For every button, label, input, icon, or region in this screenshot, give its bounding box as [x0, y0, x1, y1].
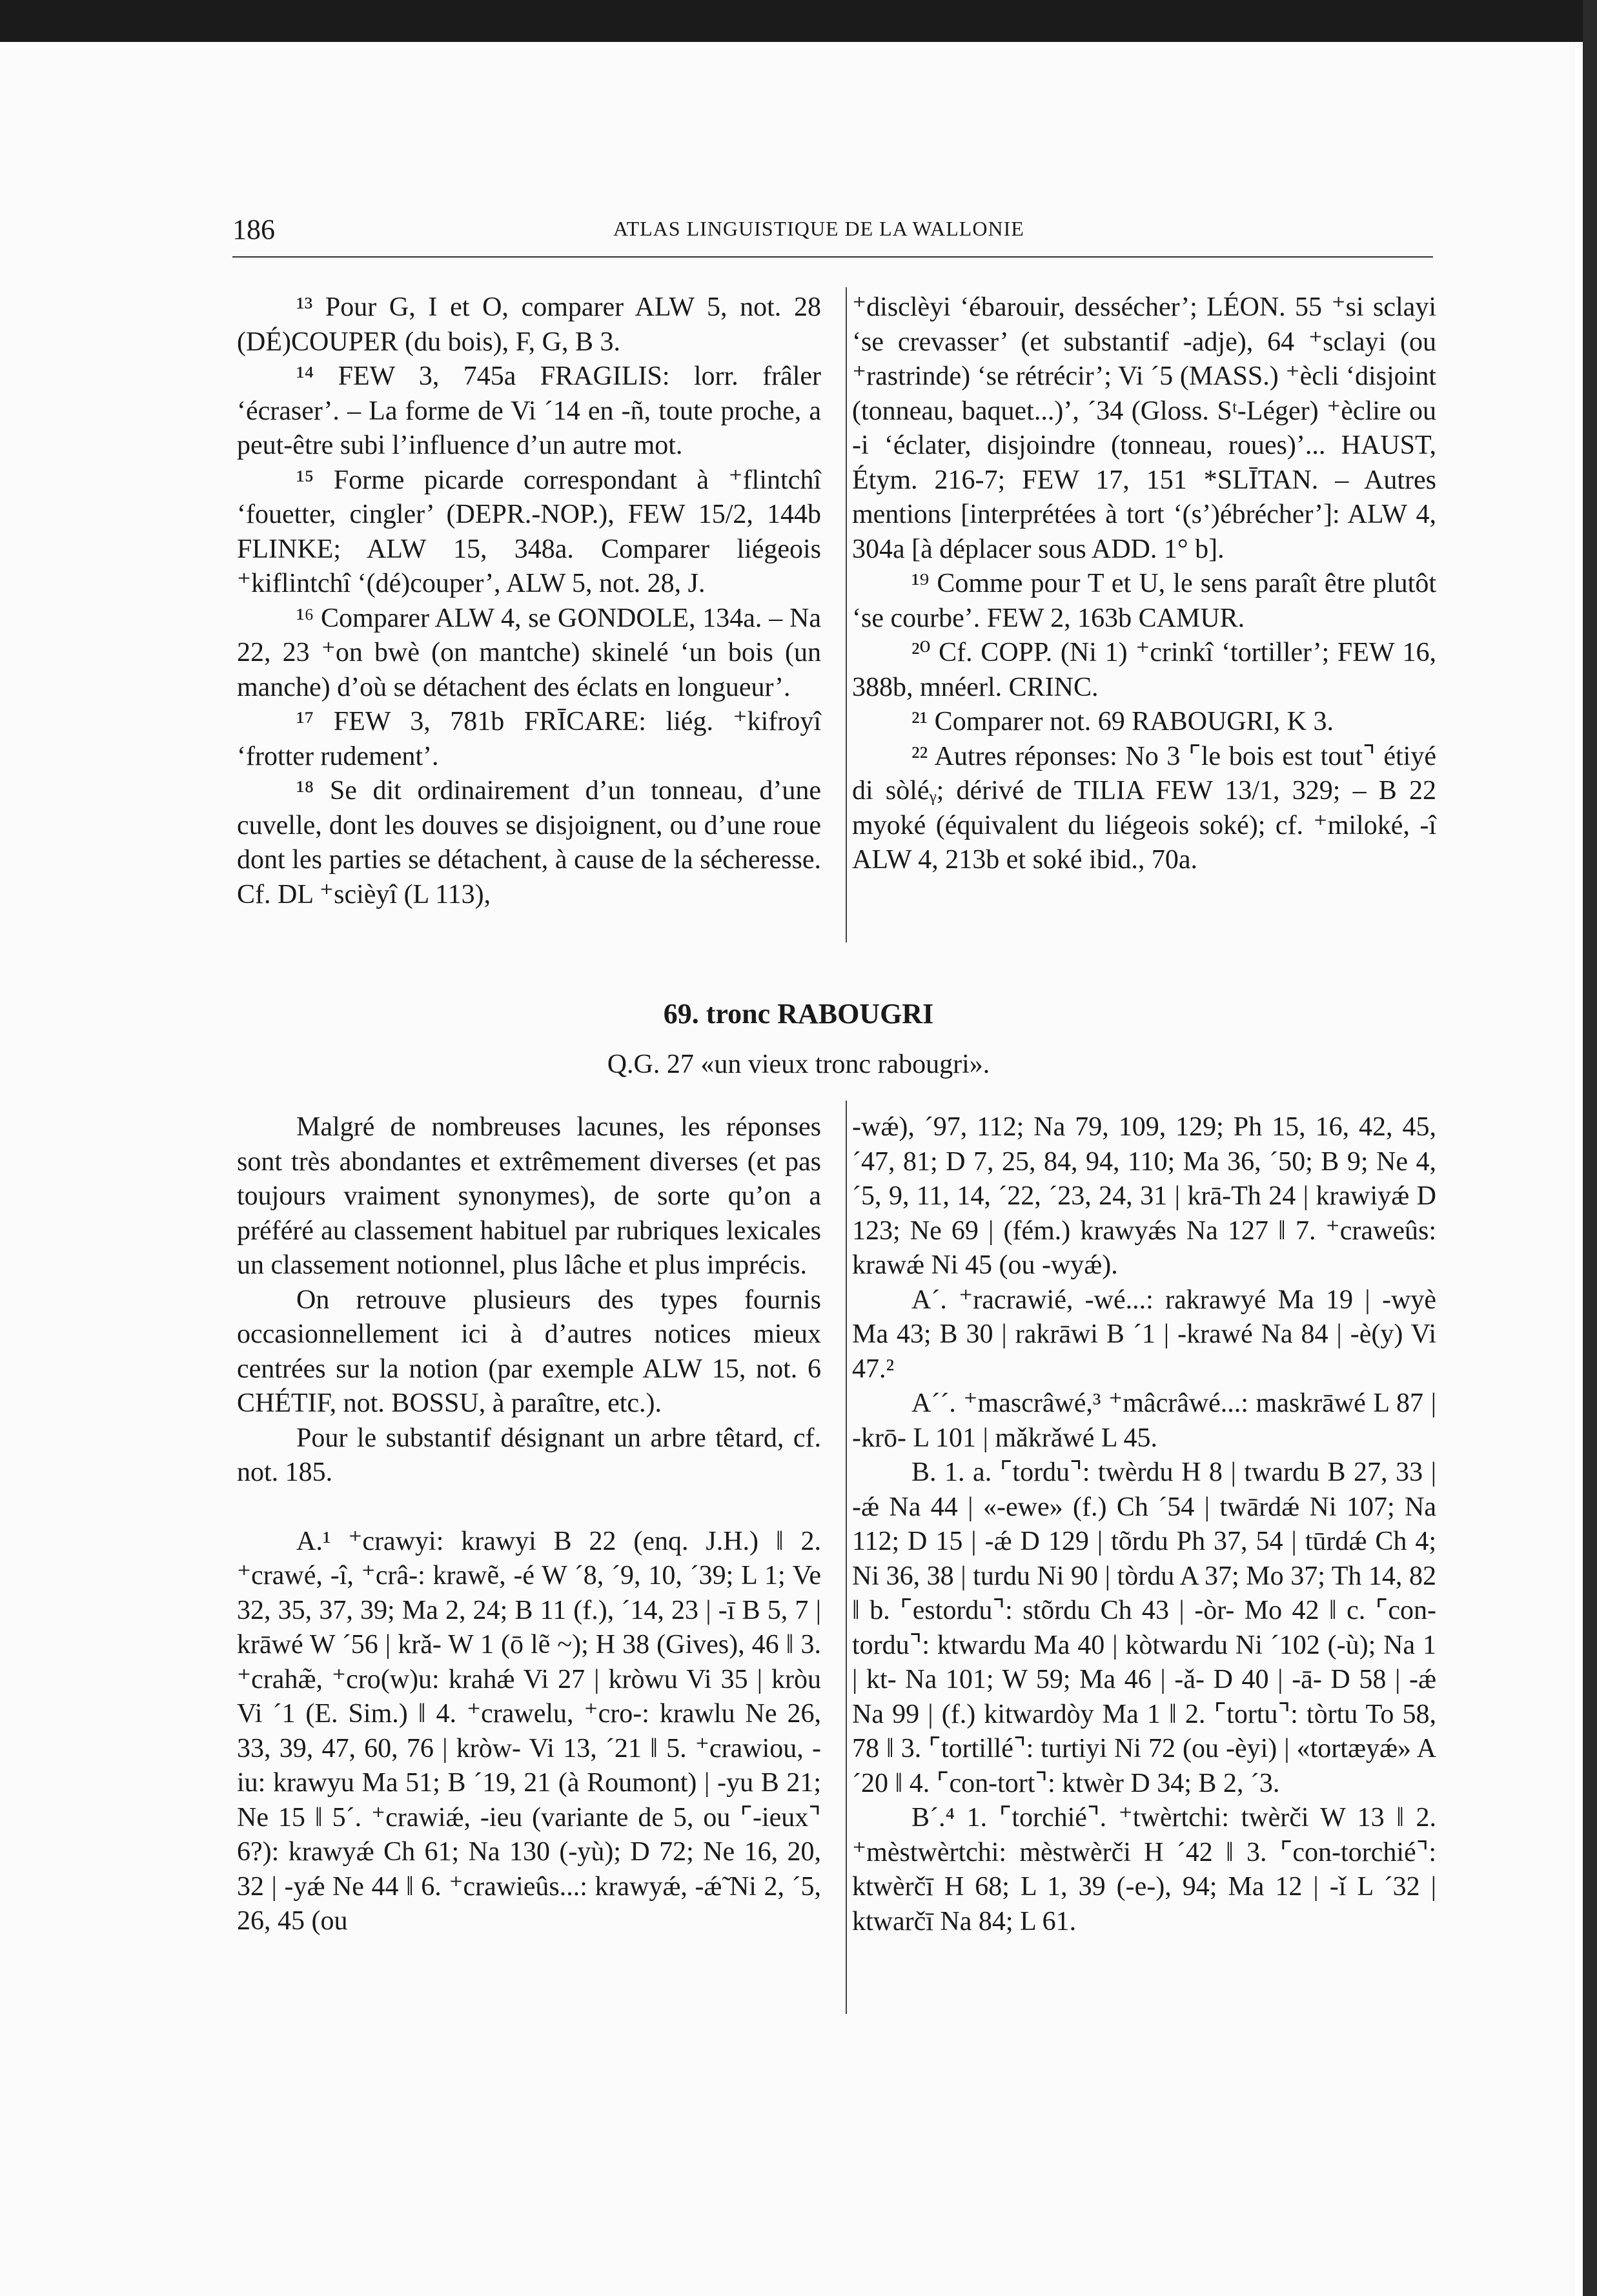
footnotes-right-column — [852, 290, 1436, 878]
page-number: 186 — [232, 214, 275, 245]
footnote-18-continued: ⁺disclèyi ‘ébarouir, dessécher’; LÉON. 55 ⁺si sclayi ‘se crevasser’ (et substantif -adje), 64 ⁺sclayi (ou ⁺rastrinde) ‘se rétrécir’; Vi ´5 (MASS.) ⁺ècli ‘disjoint (tonneau, baquet...)’, ´34 (Gloss. Sᵗ-Léger) ⁺èclire ou -i ‘éclater, disjoindre (tonneau, roues)’... HAUST, Étym. 216-7; FEW 17, 151 *SLĪTAN. – Autres mentions [interprétées à tort ‘(s’)ébrécher’]: ALW 4, 304a [à déplacer sous ADD. 1° b]. — [852, 292, 1436, 564]
footnote-21: ²¹ Comparer not. 69 RABOUGRI, K 3. — [911, 707, 1334, 737]
entry-B: B. 1. a. ⌜tordu⌝: twèrdu H 8 | twardu B 27, 33 | -ǽ Na 44 | «-ewe» (f.) Ch ´54 | twārdǽ Ni 107; Na 112; D 15 | -ǽ D 129 | tõrdu Ph 37, 54 | tūrdǽ Ch 4; Ni 36, 38 | turdu Ni 90 | tòrdu A 37; Mo 37; Th 14, 82 ‖ b. ⌜estordu⌝: stõrdu Ch 43 | -òr- Mo 42 ‖ c. ⌜con-tordu⌝: ktwardu Ma 40 | kòtwardu Ni ´102 (-ù); Na 1 | kt- Na 101; W 59; Ma 46 | -ǎ- D 40 | -ā- D 58 | -ǽ Na 99 | (f.) kitwardòy Ma 1 ‖ 2. ⌜tortu⌝: tòrtu To 58, 78 ‖ 3. ⌜tortillé⌝: turtiyi Ni 72 (ou -èyi) | «tortæyǽ» A ´20 ‖ 4. ⌜con-tort⌝: ktwèr D 34; B 2, ´3. — [852, 1458, 1436, 1798]
footnote-17: ¹⁷ FEW 3, 781b FRĪCARE: liég. ⁺kifroyî ‘frotter rudement’. — [237, 707, 821, 771]
body-right-column — [852, 1110, 1436, 1939]
entry-A-double-prime: A´´. ⁺mascrâwé,³ ⁺mâcrâwé...: maskrāwé L 87 | -krō- L 101 | mǎkrǎwé L 45. — [852, 1388, 1436, 1453]
section-subtitle: Q.G. 27 «un vieux tronc rabougri». — [607, 1050, 990, 1079]
footnote-20: ²⁰ Cf. COPP. (Ni 1) ⁺crinkî ‘tortiller’; FEW 16, 388b, mnéerl. CRINC. — [852, 638, 1436, 702]
intro-paragraph-1: Malgré de nombreuses lacunes, les réponses sont très abondantes et extrêmement diverses (et pas toujours vraiment synonymes), de sorte qu’on a préféré au classement habituel par rubriques lexicales un classement notionnel, plus lâche et plus imprécis. — [237, 1112, 821, 1280]
scan-border-right — [1583, 0, 1597, 2296]
body-column-divider — [846, 1101, 847, 2014]
footnote-22: ²² Autres réponses: No 3 ⌜le bois est tout⌝ étiyé di sòléᵧ; dérivé de TILIA FEW 13/1, 329; – B 22 myoké (équivalent du liégeois soké); cf. ⁺miloké, -î ALW 4, 213b et soké ibid., 70a. — [852, 741, 1436, 875]
entry-B-prime: B´.⁴ 1. ⌜torchié⌝. ⁺twèrtchi: twèrči W 13 ‖ 2. ⁺mèstwèrtchi: mèstwèrči H ´42 ‖ 3. ⌜con-torchié⌝: ktwèrčī H 68; L 1, 39 (-e-), 94; Ma 12 | -ǐ L ´32 | ktwarčī Na 84; L 61. — [852, 1803, 1436, 1936]
intro-paragraph-2: On retrouve plusieurs des types fournis occasionnellement ici à d’autres notices mieux centrées sur la notion (par exemple ALW 15, not. 6 CHÉTIF, not. BOSSU, à paraître, etc.). — [237, 1285, 821, 1418]
entry-A-continued: -wǽ), ´97, 112; Na 79, 109, 129; Ph 15, 16, 42, 45, ´47, 81; D 7, 25, 84, 94, 110; Ma 36, ´50; B 9; Ne 4, ´5, 9, 11, 14, ´22, ´23, 24, 31 | krā-Th 24 | krawiyǽ D 123; Ne 69 | (fém.) krawyǽs Na 127 ‖ 7. ⁺craweûs: krawǽ Ni 45 (ou -wyǽ). — [852, 1112, 1436, 1280]
header-rule — [232, 256, 1433, 258]
body-left-column — [237, 1110, 821, 1939]
entry-A-prime: A´. ⁺racrawié, -wé...: rakrawyé Ma 19 | -wyè Ma 43; B 30 | rakrāwi B ´1 | -krawé Na 84 | -è(y) Vi 47.² — [852, 1285, 1436, 1384]
page-header — [232, 213, 1433, 252]
footnote-14: ¹⁴ FEW 3, 745a FRAGILIS: lorr. frâler ‘écraser’. – La forme de Vi ´14 en -ñ, toute proche, a peut-être subi l’influence d’un autre mot. — [237, 361, 821, 460]
intro-paragraph-3: Pour le substantif désignant un arbre têtard, cf. not. 185. — [237, 1423, 821, 1487]
footnotes-left-column — [237, 290, 821, 912]
footnote-13: ¹³ Pour G, I et O, comparer ALW 5, not. 28 (DÉ)COUPER (du bois), F, G, B 3. — [237, 292, 821, 357]
section-title: 69. tronc RABOUGRI — [663, 998, 934, 1030]
footnote-16: ¹⁶ Comparer ALW 4, se GONDOLE, 134a. – Na 22, 23 ⁺on bwè (on mantche) skinelé ‘un bois (un manche) d’où se détachent des éclats en longueur’. — [237, 603, 821, 702]
running-title: ATLAS LINGUISTIQUE DE LA WALLONIE — [613, 217, 1024, 240]
entry-A: A.¹ ⁺crawyi: krawyi B 22 (enq. J.H.) ‖ 2. ⁺crawé, -î, ⁺crâ-: krawẽ, -é W ´8, ´9, 10, ´39; L 1; Ve 32, 35, 37, 39; Ma 2, 24; B 11 (f.), ´14, 23 | -ī B 5, 7 | krāwé W ´56 | krǎ- W 1 (ō lẽ ~); H 38 (Gives), 46 ‖ 3. ⁺crahæ̃, ⁺cro(w)u: krahǽ Vi 27 | kròwu Vi 35 | kròu Vi ´1 (E. Sim.) ‖ 4. ⁺crawelu, ⁺cro-: krawlu Ne 26, 33, 39, 47, 60, 76 | kròw- Vi 13, ´21 ‖ 5. ⁺crawiou, -iu: krawyu Ma 51; B ´19, 21 (à Roumont) | -yu B 21; Ne 15 ‖ 5´. ⁺crawiǽ, -ieu (variante de 5, ou ⌜-ieux⌝ 6?): krawyǽ Ch 61; Na 130 (-yù); D 72; Ne 16, 20, 32 | -yǽ Ne 44 ‖ 6. ⁺crawieûs...: krawyǽ, -ǽ̃ Ni 2, ´5, 26, 45 (ou — [237, 1526, 821, 1936]
scan-border-top — [0, 0, 1597, 42]
footnote-19: ¹⁹ Comme pour T et U, le sens paraît être plutôt ‘se courbe’. FEW 2, 163b CAMUR. — [852, 569, 1436, 633]
footnotes-column-divider — [846, 287, 847, 942]
footnote-18: ¹⁸ Se dit ordinairement d’un tonneau, d’une cuvelle, dont les douves se disjoignent, ou d’une roue dont les parties se détachent, à cause de la sécheresse. Cf. DL ⁺scièyî (L 113), — [237, 776, 821, 909]
footnote-15: ¹⁵ Forme picarde correspondant à ⁺flintchî ‘fouetter, cingler’ (DEPR.-NOP.), FEW 15/2, 144b FLINKE; ALW 15, 348a. Comparer liégeois ⁺kiflintchî ‘(dé)couper’, ALW 5, not. 28, J. — [237, 465, 821, 598]
